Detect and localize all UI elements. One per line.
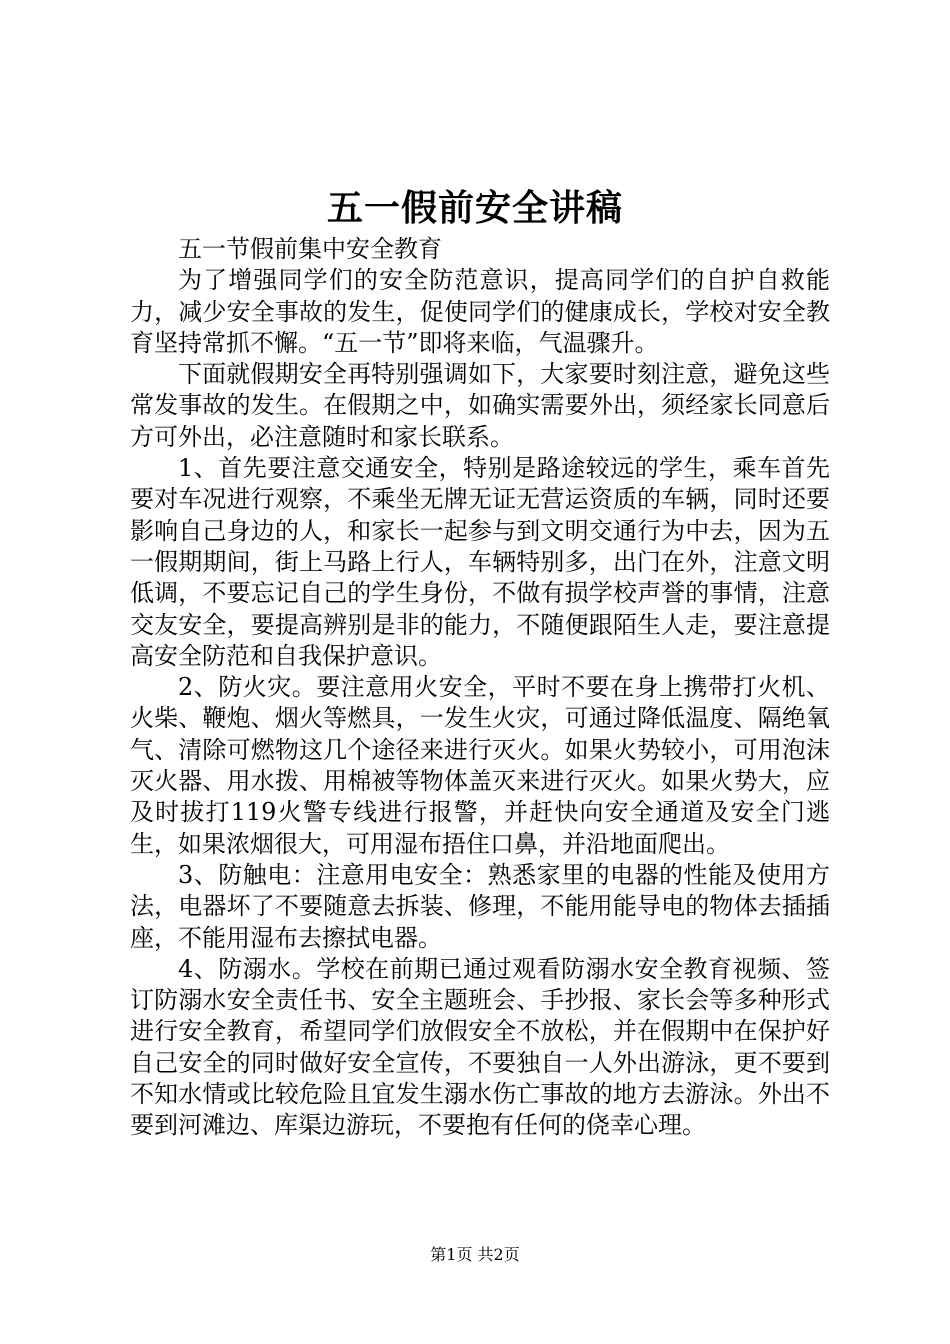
drowning-safety-paragraph: 4、防溺水。学校在前期已通过观看防溺水安全教育视频、签订防溺水安全责任书、安全主题班会、手抄报、家长会等多种形式进行安全教育，希望同学们放假安全不放松，并在假期中在保护好自己安全的同时做好安全宣传，不要独自一人外出游泳，更不要到不知水情或比较危险且宜发生溺水伤亡事故的地方去游泳。外出不要到河滩边、库渠边游玩，不要抱有任何的侥幸心理。 <box>130 954 830 1140</box>
page-footer: 第1页 共2页 <box>430 1245 520 1264</box>
document-body <box>130 234 830 1142</box>
fire-safety-paragraph: 2、防火灾。要注意用火安全，平时不要在身上携带打火机、火柴、鞭炮、烟火等燃具，一发生火灾，可通过降低温度、隔绝氧气、清除可燃物这几个途径来进行灭火。如果火势较小，可用泡沫灭火器、用水拨、用棉被等物体盖灭来进行灭火。如果火势大，应及时拔打119火警专线进行报警，并赶快向安全通道及安全门逃生，如果浓烟很大，可用湿布捂住口鼻，并沿地面爬出。 <box>130 673 830 858</box>
page-title: 五一假前安全讲稿 <box>326 187 623 229</box>
emphasis-paragraph: 下面就假期安全再特别强调如下，大家要时刻注意，避免这些常发事故的发生。在假期之中，如确实需要外出，须经家长同意后方可外出，必注意随时和家长联系。 <box>130 360 830 451</box>
intro-paragraph: 为了增强同学们的安全防范意识，提高同学们的自护自救能力，减少安全事故的发生，促使同学们的健康成长，学校对安全教育坚持常抓不懈。“五一节”即将来临，气温骤升。 <box>130 266 830 357</box>
electric-safety-paragraph: 3、防触电：注意用电安全：熟悉家里的电器的性能及使用方法，电器坏了不要随意去拆装、修理，不能用能导电的物体去插插座，不能用湿布去擦拭电器。 <box>130 860 830 952</box>
traffic-safety-paragraph: 1、首先要注意交通安全，特别是路途较远的学生，乘车首先要对车况进行观察，不乘坐无牌无证无营运资质的车辆，同时还要影响自己身边的人，和家长一起参与到文明交通行为中去，因为五一假期期间，街上马路上行人，车辆特别多，出门在外，注意文明低调，不要忘记自己的学生身份，不做有损学校声誉的事情，注意交友安全，要提高辨别是非的能力，不随便跟陌生人走，要注意提高安全防范和自我保护意识。 <box>130 454 830 670</box>
subtitle-paragraph: 五一节假前集中安全教育 <box>178 235 442 263</box>
